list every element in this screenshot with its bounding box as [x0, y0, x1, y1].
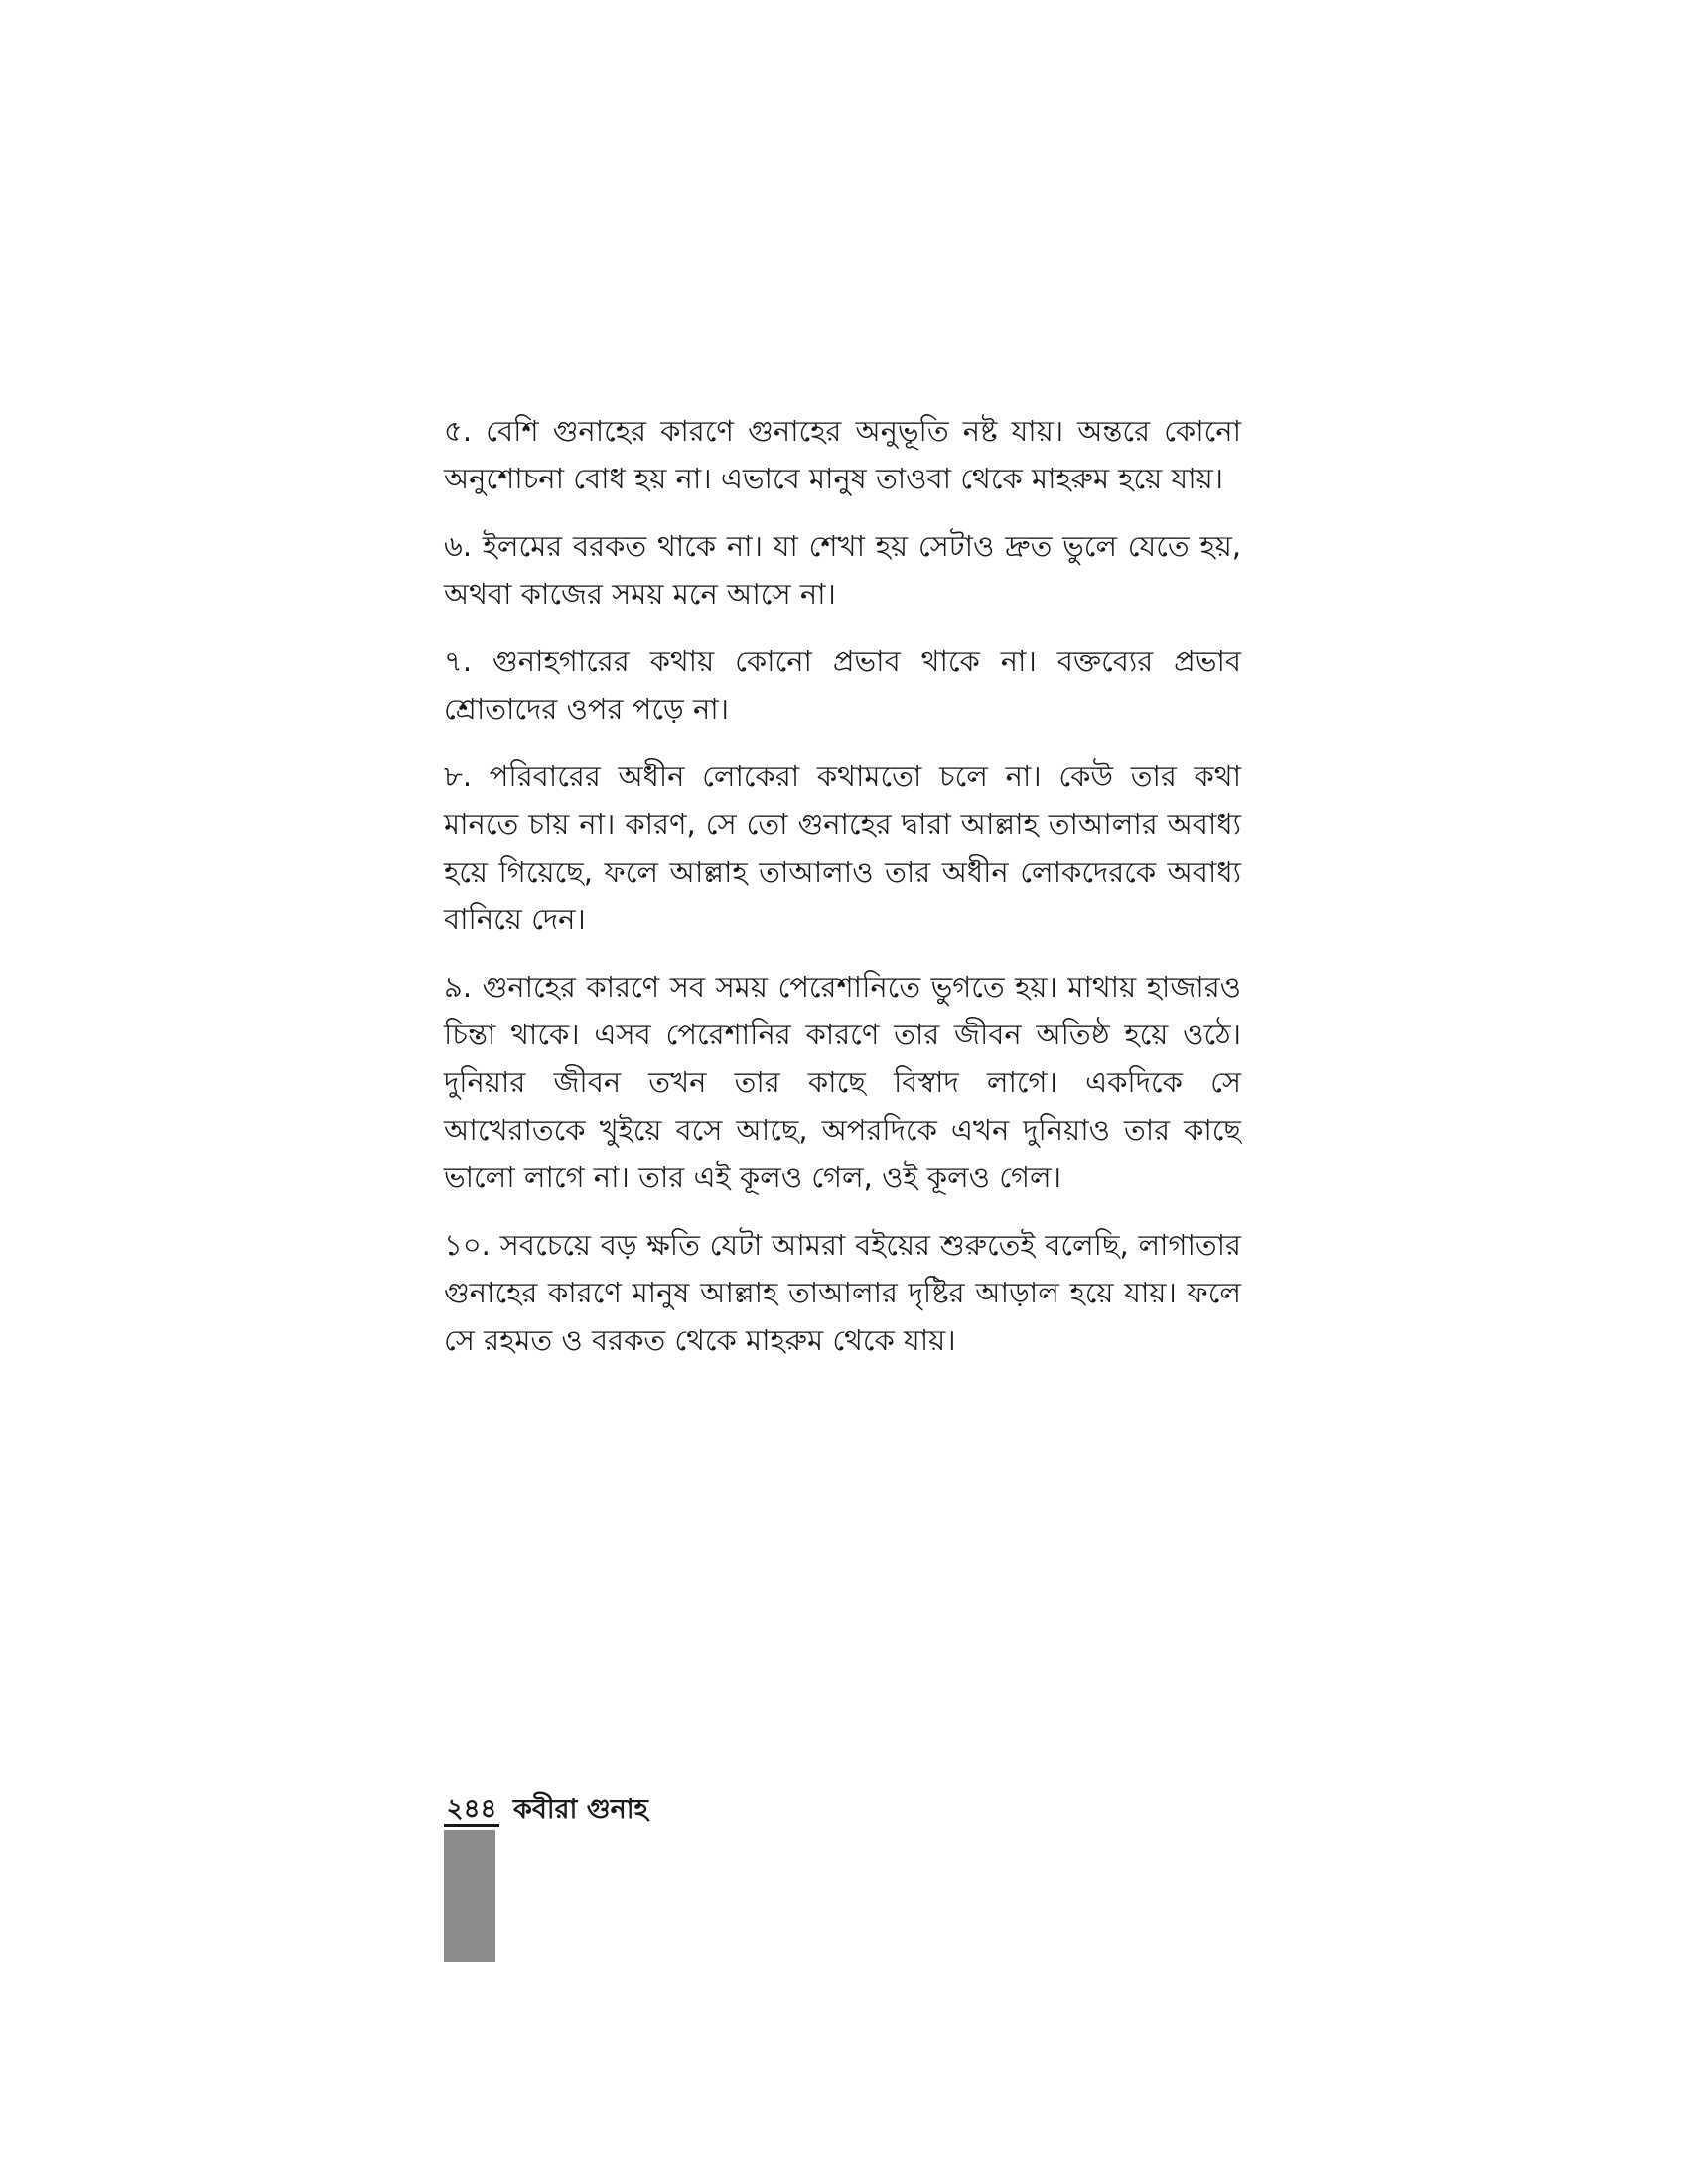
paragraph-point-7: ৭. গুনাহগারের কথায় কোনো প্রভাব থাকে না। বক্তব্যের প্রভাব শ্রোতাদের ওপর পড়ে না।: [444, 644, 1241, 726]
page-number: ২৪৪: [444, 1794, 499, 1827]
paragraph-point-10: ১০. সবচেয়ে বড় ক্ষতি যেটা আমরা বইয়ের শুরুতেই বলেছি, লাগাতার গুনাহের কারণে মানুষ আল্লাহ তাআলার দৃষ্টির আড়াল হয়ে যায়। ফলে সে রহমত ও বরকত থেকে মাহরুম থেকে যায়।: [444, 1228, 1241, 1357]
page-footer: [444, 1793, 648, 1827]
decorative-side-bar: [444, 1830, 495, 1962]
paragraph-point-6: ৬. ইলমের বরকত থাকে না। যা শেখা হয় সেটাও দ্রুত ভুলে যেতে হয়, অথবা কাজের সময় মনে আসে না।: [444, 529, 1241, 611]
running-book-title: কবীরা গুনাহ: [513, 1794, 648, 1825]
paragraph-point-5: ৫. বেশি গুনাহের কারণে গুনাহের অনুভূতি নষ্ট যায়। অন্তরে কোনো অনুশোচনা বোধ হয় না। এভাবে মানুষ তাওবা থেকে মাহরুম হয়ে যায়।: [444, 414, 1241, 495]
paragraph-point-9: ৯. গুনাহের কারণে সব সময় পেরেশানিতে ভুগতে হয়। মাথায় হাজারও চিন্তা থাকে। এসব পেরেশানির কারণে তার জীবন অতিষ্ঠ হয়ে ওঠে। দুনিয়ার জীবন তখন তার কাছে বিস্বাদ লাগে। একদিকে সে আখেরাতকে খুইয়ে বসে আছে, অপরদিকে এখন দুনিয়াও তার কাছে ভালো লাগে না। তার এই কূলও গেল, ওই কূলও গেল।: [444, 970, 1241, 1194]
paragraph-point-8: ৮. পরিবারের অধীন লোকেরা কথামতো চলে না। কেউ তার কথা মানতে চায় না। কারণ, সে তো গুনাহের দ্বারা আল্লাহ তাআলার অবাধ্য হয়ে গিয়েছে, ফলে আল্লাহ তাআলাও তার অধীন লোকদেরকে অবাধ্য বানিয়ে দেন।: [444, 759, 1241, 936]
body-text: [444, 407, 1241, 1384]
